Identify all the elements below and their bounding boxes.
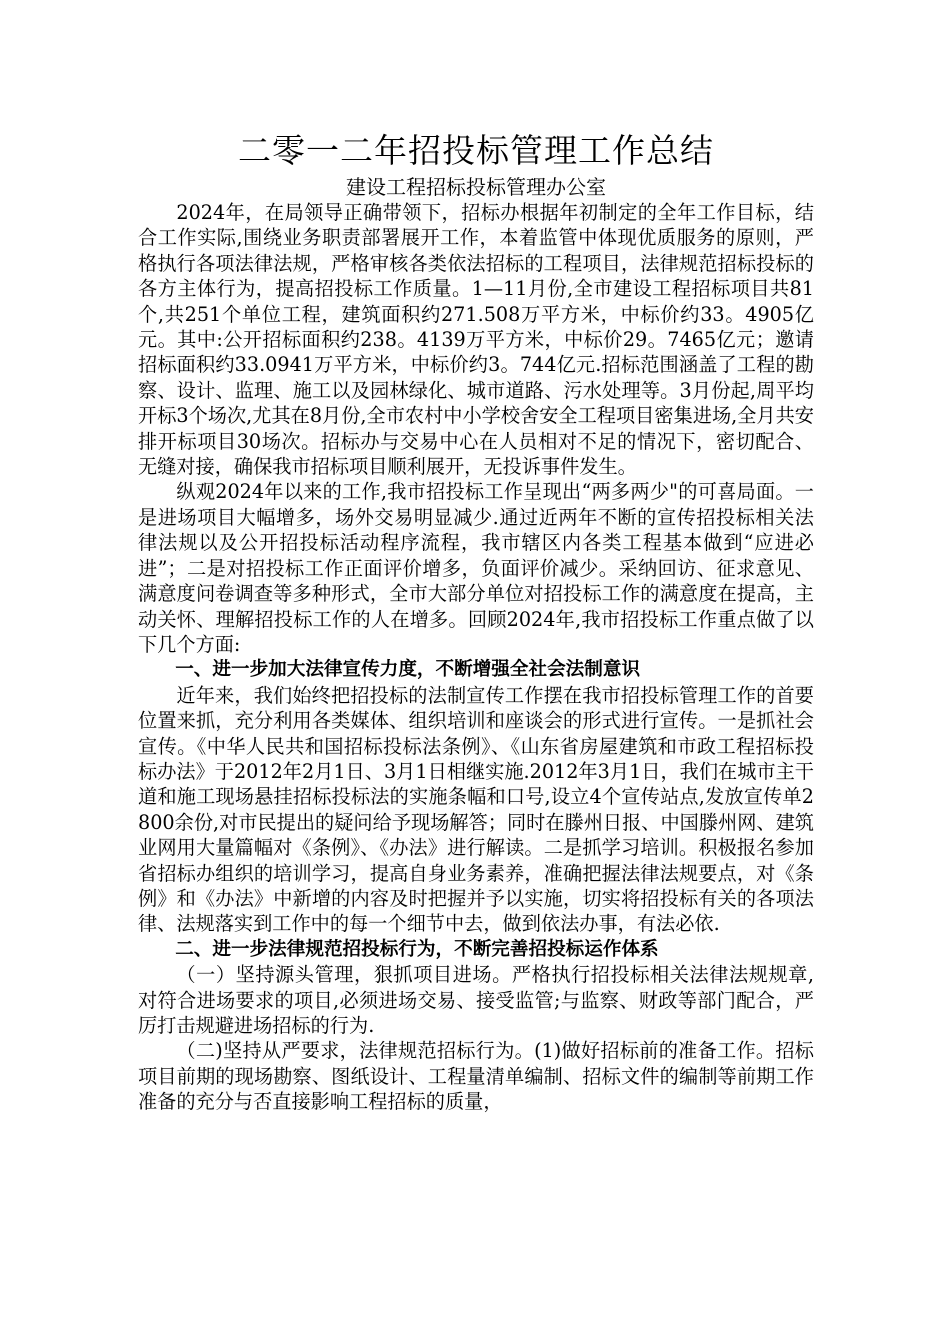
section-heading-1: 一、进一步加大法律宣传力度，不断增强全社会法制意识 bbox=[175, 659, 641, 681]
document-title: 二零一二年招投标管理工作总结 bbox=[238, 131, 714, 170]
paragraph-legal-publicity: 近年来，我们始终把招投标的法制宣传工作摆在我市招投标管理工作的首要位置来抓，充分利用各类媒体、组织培训和座谈会的形式进行宣传。一是抓社会宣传。《中华人民共和国招标投标法条例》、《山东省房屋建筑和市政工程招标投标办法》于2012年2月1日、3月1日相继实施.2012年3月1日，我们在城市主干道和施工现场悬挂招标投标法的实施条幅和口号,设立4个宣传站点,发放宣传单2800余份,对市民提出的疑问给予现场解答；同时在滕州日报、中国滕州网、建筑业网用大量篇幅对《条例》、《办法》进行解读。二是抓学习培训。积极报名参加省招标办组织的培训学习，提高自身业务素养，准确把握法律法规要点，对《条例》和《办法》中新增的内容及时把握并予以实施，切实将招投标有关的各项法律、法规落实到工作中的每一个细节中去，做到依法办事，有法必依. bbox=[138, 683, 814, 936]
paragraph-overview: 2024年，在局领导正确带领下，招标办根据年初制定的全年工作目标，结合工作实际,围绕业务职责部署展开工作，本着监管中体现优质服务的原则，严格执行各项法律法规，严格审核各类依法招标的工程项目，法律规范招标投标的各方主体行为，提高招投标工作质量。1—11月份,全市建设工程招标项目共81个,共251个单位工程，建筑面积约271.508万平方米，中标价约33。4905亿元。其中:公开招标面积约238。4139万平方米，中标价29。7465亿元；邀请招标面积约33.0941万平方米，中标价约3。744亿元.招标范围涵盖了工程的勘察、设计、监理、施工以及园林绿化、城市道路、污水处理等。3月份起,周平均开标3个场次,尤其在8月份,全市农村中小学校舍安全工程项目密集进场,全月共安排开标项目30场次。招标办与交易中心在人员相对不足的情况下，密切配合、无缝对接，确保我市招标项目顺利展开，无投诉事件发生。 bbox=[138, 201, 814, 479]
paragraph-source-management: （一）坚持源头管理，狠抓项目进场。严格执行招投标相关法律法规规章,对符合进场要求的项目,必须进场交易、接受监管;与监察、财政等部门配合，严厉打击规避进场招标的行为. bbox=[138, 963, 814, 1037]
paragraph-strict-requirements: （二)坚持从严要求，法律规范招标行为。(1)做好招标前的准备工作。招标项目前期的现场勘察、图纸设计、工程量清单编制、招标文件的编制等前期工作准备的充分与否直接影响工程招标的质量， bbox=[138, 1039, 814, 1114]
document-body bbox=[138, 128, 814, 1115]
document-subtitle: 建设工程招标投标管理办公室 bbox=[346, 175, 606, 199]
section-heading-2: 二、进一步法律规范招投标行为，不断完善招投标运作体系 bbox=[175, 938, 659, 960]
paragraph-summary: 纵观2024年以来的工作,我市招投标工作呈现出“两多两少"的可喜局面。一是进场项目大幅增多，场外交易明显减少.通过近两年不断的宣传招投标相关法律法规以及公开招投标活动程序流程，我市辖区内各类工程基本做到“应进必进”；二是对招投标工作正面评价增多，负面评价减少。采纳回访、征求意见、满意度问卷调查等多种形式，全市大部分单位对招投标工作的满意度在提高，主动关怀、理解招投标工作的人在增多。回顾2024年,我市招投标工作重点做了以下几个方面: bbox=[138, 480, 814, 656]
